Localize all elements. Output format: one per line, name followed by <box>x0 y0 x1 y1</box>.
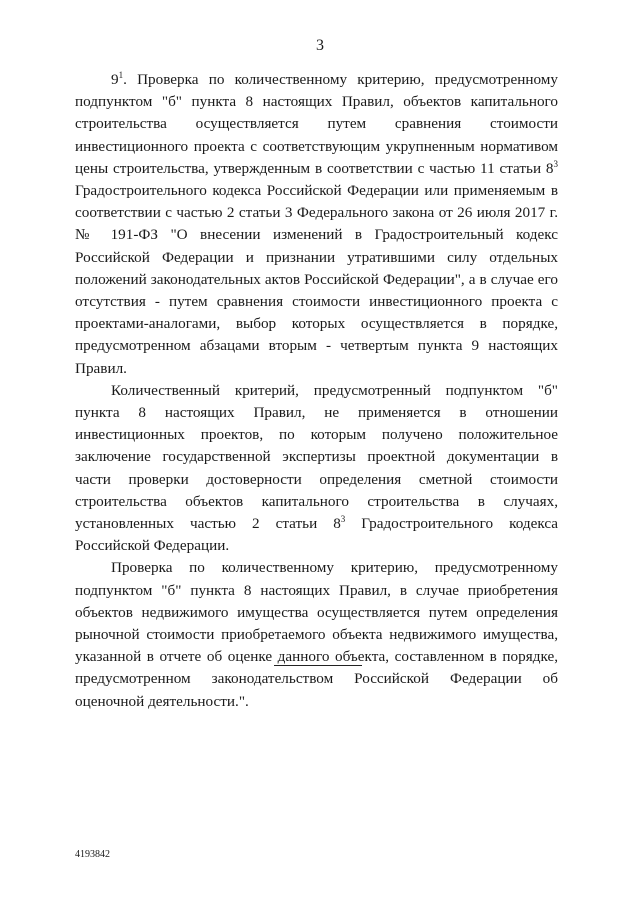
superscript: 3 <box>340 514 346 525</box>
superscript: 3 <box>553 158 558 169</box>
document-body <box>75 69 558 713</box>
document-id: 4193842 <box>75 849 110 860</box>
paragraph-real-estate-check <box>75 557 558 712</box>
paragraph-9-1 <box>75 69 558 380</box>
text-run: . Проверка по количественному критерию, предусмотренному подпунктом "б" пункта 8 настоящих Правил, объектов капитального строительства осуществляется путем сравнения стоимости инвестиционного проекта с соответствующим укрупненным нормативом цены строительства, утвержденным в соответствии с частью 11 статьи 8 <box>75 71 558 177</box>
text-run: Градостроительного кодекса Российской Федерации. <box>75 515 558 555</box>
paragraph-quantitative-criterion <box>75 380 558 558</box>
clause-number-superscript: 1 <box>118 70 124 80</box>
text-run: Градостроительного кодекса Российской Федерации или применяемым в соответствии с частью 2 статьи 3 Федерального закона от 26 июля 2017 г. № 191-ФЗ "О внесении изменений в Градостроительный кодекс Российской Федерации и признании утратившими силу отдельных положений законодательных актов Российской Федерации", а в случае его отсутствия - путем сравнения стоимости инвестиционного проекта с проектами-аналогами, выбор которых осуществляется в порядке, предусмотренном абзацами вторым - четвертым пункта 9 настоящих Правил. <box>75 182 558 377</box>
page-number: 3 <box>316 37 324 54</box>
text-run: Проверка по количественному критерию, предусмотренному подпунктом "б" пункта 8 настоящих Правил, в случае приобретения объектов недвижимого имущества осуществляется путем определения рыночной стоимости приобретаемого объекта недвижимого имущества, указанной в отчете об оценке данного объекта, составленном в порядке, предусмотренном законодательством Российской Федерации об оценочной деятельности.". <box>75 559 558 710</box>
text-run: Количественный критерий, предусмотренный подпунктом "б" пункта 8 настоящих Правил, не применяется в отношении инвестиционных проектов, по которым получено положительное заключение государственной экспертизы проектной документации в части проверки достоверности определения сметной стоимости строительства объектов капитального строительства в случаях, установленных частью 2 статьи 8 <box>75 381 558 533</box>
clause-number: 9 <box>111 71 119 88</box>
closing-divider <box>274 665 362 666</box>
